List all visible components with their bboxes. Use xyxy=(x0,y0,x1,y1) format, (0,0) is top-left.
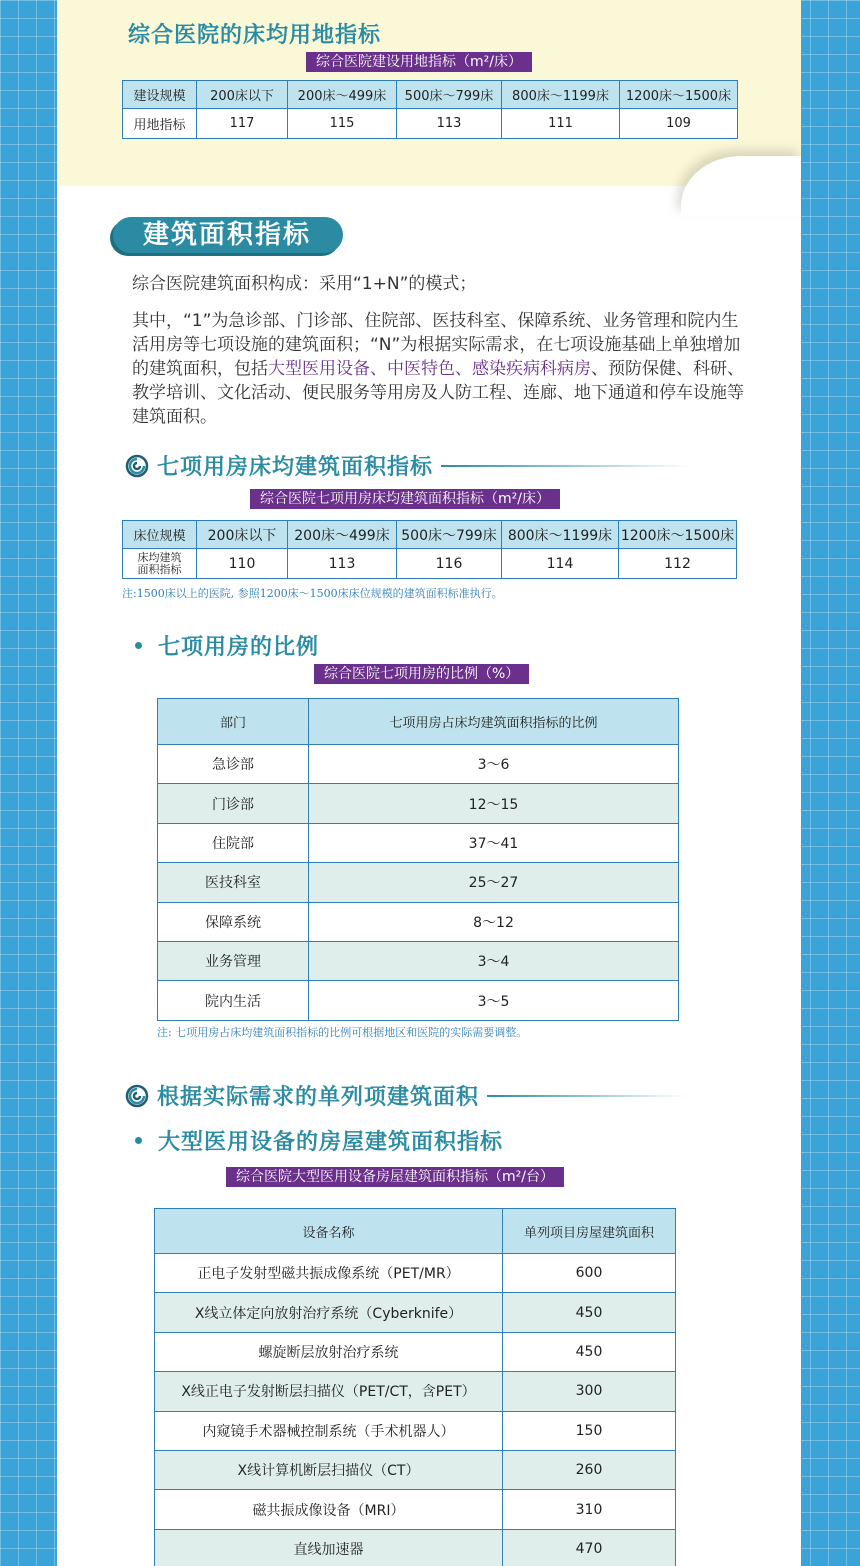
seven-scale-label: 床位规模 xyxy=(123,521,197,549)
land-panel xyxy=(57,0,801,186)
land-table-caption: 综合医院建设用地指标（m²/床） xyxy=(306,52,532,72)
land-val-3: 111 xyxy=(502,109,620,139)
bullet-dot-icon xyxy=(135,1137,142,1144)
land-value-label: 用地指标 xyxy=(123,109,197,139)
seven-col-3: 800床～1199床 xyxy=(502,521,619,549)
page-curl-decoration xyxy=(681,156,801,216)
equip-title-row xyxy=(135,1125,503,1156)
equip-col-name: 设备名称 xyxy=(155,1209,503,1254)
spiral-icon xyxy=(125,454,149,478)
seven-col-4: 1200床～1500床 xyxy=(619,521,737,549)
table-row: X线立体定向放射治疗系统（Cyberknife） 450 xyxy=(155,1293,676,1332)
land-table-header-row xyxy=(123,81,738,109)
table-row: 医技科室 25～27 xyxy=(158,863,679,902)
seven-table-header-row xyxy=(123,521,737,549)
ratio-col-ratio: 七项用房占床均建筑面积指标的比例 xyxy=(309,699,679,745)
seven-col-2: 500床～799床 xyxy=(397,521,502,549)
land-col-4: 1200床～1500床 xyxy=(620,81,738,109)
ratio-table xyxy=(157,698,679,1021)
equip-table xyxy=(154,1208,676,1566)
seven-val-4: 112 xyxy=(619,549,737,579)
ratio-title-row xyxy=(135,630,319,661)
ratio-col-dept: 部门 xyxy=(158,699,309,745)
land-table-value-row xyxy=(123,109,738,139)
table-row: 螺旋断层放射治疗系统 450 xyxy=(155,1332,676,1371)
building-section-title: 建筑面积指标 xyxy=(113,217,343,253)
land-col-0: 200床以下 xyxy=(197,81,288,109)
table-row: 门诊部 12～15 xyxy=(158,784,679,823)
table-row: 急诊部 3～6 xyxy=(158,745,679,784)
building-intro: 综合医院建筑面积构成：采用“1+N”的模式； xyxy=(132,274,477,294)
equip-table-caption: 综合医院大型医用设备房屋建筑面积指标（m²/台） xyxy=(226,1167,564,1187)
seven-title: 七项用房床均建筑面积指标 xyxy=(157,455,434,480)
title-rule xyxy=(441,465,691,467)
seven-val-0: 110 xyxy=(197,549,288,579)
land-col-1: 200床～499床 xyxy=(288,81,397,109)
table-row: 正电子发射型磁共振成像系统（PET/MR） 600 xyxy=(155,1254,676,1293)
table-row: X线正电子发射断层扫描仪（PET/CT，含PET） 300 xyxy=(155,1372,676,1411)
bullet-dot-icon xyxy=(135,642,142,649)
page-sheet xyxy=(57,0,801,1566)
seven-val-2: 116 xyxy=(397,549,502,579)
land-title: 综合医院的床均用地指标 xyxy=(128,23,382,48)
seven-table-caption: 综合医院七项用房床均建筑面积指标（m²/床） xyxy=(250,489,560,509)
equip-header-row xyxy=(155,1209,676,1254)
title-rule xyxy=(487,1095,687,1097)
land-val-2: 113 xyxy=(397,109,502,139)
single-title-row xyxy=(125,1080,687,1111)
table-row: 直线加速器 470 xyxy=(155,1529,676,1566)
table-row: 保障系统 8～12 xyxy=(158,902,679,941)
land-val-1: 115 xyxy=(288,109,397,139)
equip-col-area: 单列项目房屋建筑面积 xyxy=(503,1209,676,1254)
land-table xyxy=(122,80,738,139)
land-val-4: 109 xyxy=(620,109,738,139)
table-row: X线计算机断层扫描仪（CT） 260 xyxy=(155,1450,676,1489)
building-description: 其中，“1”为急诊部、门诊部、住院部、医技科室、保障系统、业务管理和院内生活用房等七项设施的建筑面积；“N”为根据实际需求，在七项设施基础上单独增加的建筑面积，包括大型医用设备、中医特色、感染疾病科病房、预防保健、科研、教学培训、文化活动、便民服务等用房及人防工程、连廊、地下通道和停车设施等建筑面积。 xyxy=(132,311,744,427)
seven-table-value-row xyxy=(123,549,737,579)
land-col-3: 800床～1199床 xyxy=(502,81,620,109)
table-row: 院内生活 3～5 xyxy=(158,981,679,1020)
seven-note: 注:1500床以上的医院, 参照1200床～1500床床位规模的建筑面积标准执行。 xyxy=(122,587,503,600)
seven-title-row xyxy=(125,450,691,481)
single-title: 根据实际需求的单列项建筑面积 xyxy=(157,1085,480,1110)
land-col-2: 500床～799床 xyxy=(397,81,502,109)
ratio-note: 注: 七项用房占床均建筑面积指标的比例可根据地区和医院的实际需要调整。 xyxy=(157,1026,528,1039)
table-row: 业务管理 3～4 xyxy=(158,941,679,980)
ratio-header-row xyxy=(158,699,679,745)
seven-value-label: 床均建筑 面积指标 xyxy=(123,549,197,579)
building-highlight: 大型医用设备、中医特色、感染疾病科病房 xyxy=(268,359,591,379)
spiral-icon xyxy=(125,1084,149,1108)
land-scale-label: 建设规模 xyxy=(123,81,197,109)
table-row: 住院部 37～41 xyxy=(158,823,679,862)
seven-val-3: 114 xyxy=(502,549,619,579)
seven-val-1: 113 xyxy=(288,549,397,579)
seven-table xyxy=(122,520,737,579)
ratio-title: 七项用房的比例 xyxy=(158,635,320,660)
ratio-table-caption: 综合医院七项用房的比例（%） xyxy=(314,664,529,684)
land-val-0: 117 xyxy=(197,109,288,139)
equip-title: 大型医用设备的房屋建筑面积指标 xyxy=(158,1130,504,1155)
table-row: 磁共振成像设备（MRI） 310 xyxy=(155,1490,676,1529)
seven-col-0: 200床以下 xyxy=(197,521,288,549)
seven-col-1: 200床～499床 xyxy=(288,521,397,549)
table-row: 内窥镜手术器械控制系统（手术机器人） 150 xyxy=(155,1411,676,1450)
